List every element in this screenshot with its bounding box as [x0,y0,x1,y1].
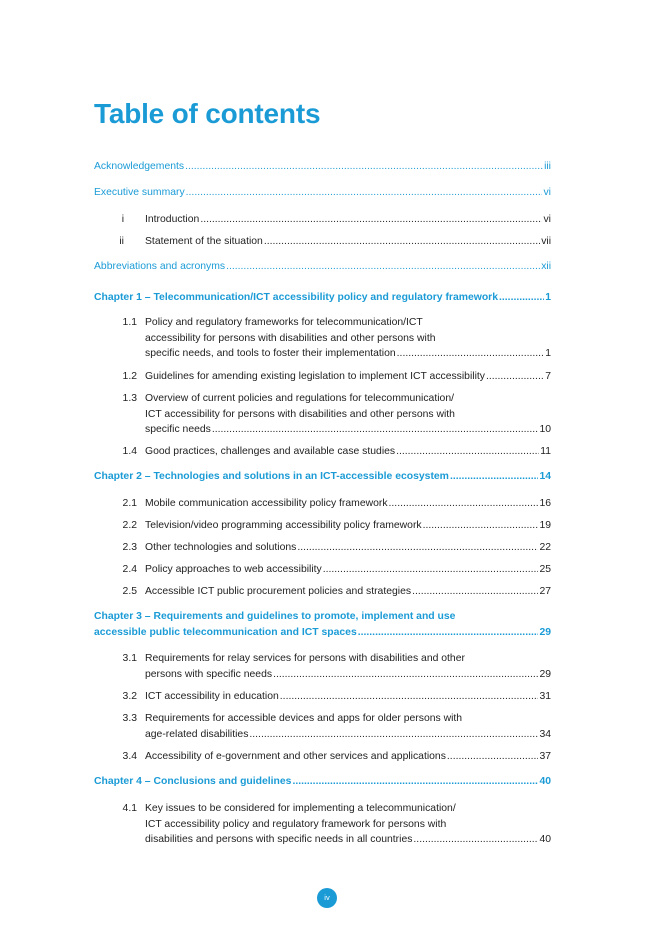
toc-chapter-2[interactable]: Chapter 2 – Technologies and solutions in an ICT-accessible ecosystem ..... 14 [94,469,551,485]
toc-num: 1.3 [122,393,137,404]
toc-num: 3.2 [122,691,137,702]
toc-entry-1-3[interactable]: Overview of current policies and regulations for telecommunication/ ICT accessibility for persons with disabilities and other persons with specific needs ..... 10 [145,391,551,438]
toc-entry-2-2[interactable]: Television/video programming accessibility policy framework ..... 19 [145,518,551,534]
toc-num: 1.2 [122,371,137,382]
toc-num: 3.4 [122,751,137,762]
toc-entry-1-4[interactable]: Good practices, challenges and available case studies ..... 11 [145,444,551,460]
toc-num: 1.4 [122,446,137,457]
toc-num: 3.1 [122,653,137,664]
toc-chapter-4[interactable]: Chapter 4 – Conclusions and guidelines ..... 40 [94,774,551,790]
toc-num: 2.3 [122,542,137,553]
toc-entry-3-3[interactable]: Requirements for accessible devices and apps for older persons with age-related disabilities ..... 34 [145,711,551,742]
page-number-badge: iv [317,888,337,908]
toc-entry-2-5[interactable]: Accessible ICT public procurement policies and strategies ..... 27 [145,584,551,600]
toc-num: ii [119,236,124,247]
toc-entry-abbreviations[interactable]: Abbreviations and acronyms ..... xii [94,259,551,275]
toc-chapter-3[interactable]: Chapter 3 – Requirements and guidelines to promote, implement and use accessible public telecommunication and ICT spaces ..... 29 [94,609,551,640]
toc-entry-introduction[interactable]: Introduction ..... vi [145,212,551,228]
toc-num: 2.2 [122,520,137,531]
toc-num: 3.3 [122,713,137,724]
toc-entry-1-1[interactable]: Policy and regulatory frameworks for telecommunication/ICT accessibility for persons with disabilities and other persons with specific needs, and tools to foster their implementation ..... 1 [145,315,551,362]
page-title: Table of contents [94,98,321,129]
toc-chapter-1[interactable]: Chapter 1 – Telecommunication/ICT accessibility policy and regulatory framework ..... 1 [94,290,551,306]
toc-entry-2-1[interactable]: Mobile communication accessibility policy framework ..... 16 [145,496,551,512]
toc-num: 2.5 [122,586,137,597]
toc-entry-2-4[interactable]: Policy approaches to web accessibility ..... 25 [145,562,551,578]
toc-entry-2-3[interactable]: Other technologies and solutions ..... 22 [145,540,551,556]
toc-num: 1.1 [122,317,137,328]
toc-entry-4-1[interactable]: Key issues to be considered for implementing a telecommunication/ ICT accessibility policy and regulatory framework for persons with disabilities and persons with specific needs in all countries ..... 40 [145,801,551,848]
toc-entry-1-2[interactable]: Guidelines for amending existing legislation to implement ICT accessibility ..... 7 [145,369,551,385]
toc-num: 4.1 [122,803,137,814]
toc-num: 2.4 [122,564,137,575]
toc-entry-executive-summary[interactable]: Executive summary ..... vi [94,185,551,201]
toc-num: i [121,214,124,225]
toc-entry-3-2[interactable]: ICT accessibility in education ..... 31 [145,689,551,705]
toc-entry-acknowledgements[interactable]: Acknowledgements ..... iii [94,159,551,175]
toc-entry-statement[interactable]: Statement of the situation ..... vii [145,234,551,250]
toc-num: 2.1 [122,498,137,509]
toc-entry-3-1[interactable]: Requirements for relay services for persons with disabilities and other persons with specific needs ..... 29 [145,651,551,682]
toc-entry-3-4[interactable]: Accessibility of e-government and other services and applications ..... 37 [145,749,551,765]
